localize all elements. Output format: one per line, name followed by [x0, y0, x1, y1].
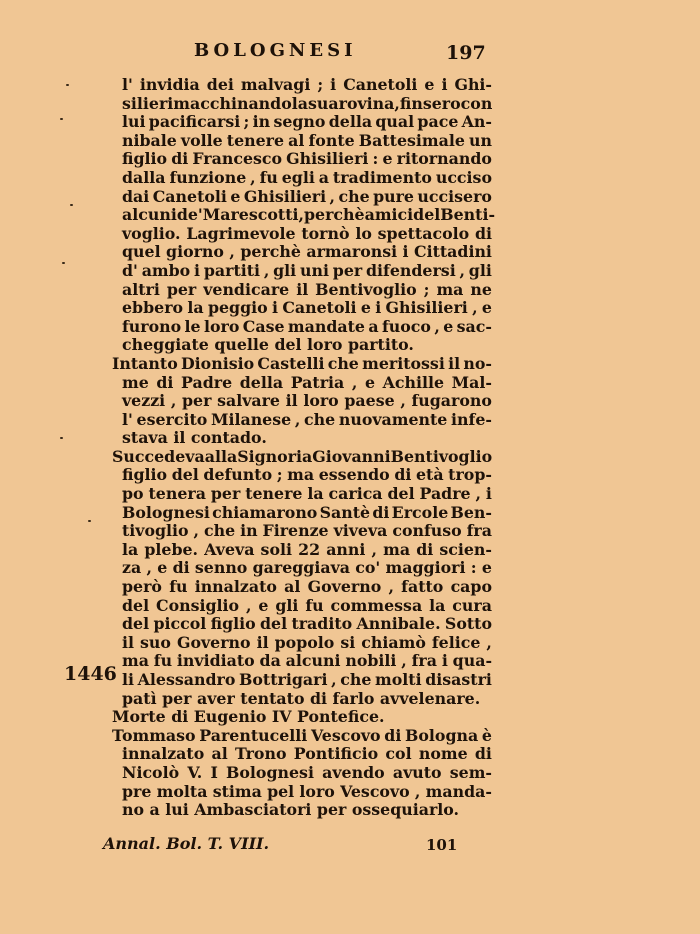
scan-speck	[62, 262, 65, 264]
text-line: Tommaso Parentucelli Vescovo di Bologna è	[112, 725, 492, 745]
text-line: me di Padre della Patria , e Achille Mal-	[122, 372, 492, 392]
text-line: pre molta stima pel loro Vescovo , manda-	[122, 781, 492, 801]
text-line: figlio del defunto ; ma essendo di età trop-	[122, 465, 492, 485]
text-line: alcuni de'Marescotti, perchè amici del Benti-	[122, 205, 496, 225]
body-text	[112, 75, 496, 820]
text-line: dalla funzione , fu egli a tradimento ucciso	[122, 167, 492, 187]
text-line: quel giorno , perchè armaronsi i Cittadini	[122, 242, 492, 262]
text-line: po tenera per tenere la carica del Padre , i	[122, 484, 492, 504]
scan-speck	[70, 204, 73, 206]
text-line: d' ambo i partiti , gli uni per difendersi , gli	[122, 260, 492, 280]
text-line: la plebe. Aveva soli 22 anni , ma di scien-	[122, 539, 492, 559]
text-line: l' esercito Milanese , che nuovamente infe-	[122, 409, 492, 429]
margin-year-note: 1446	[64, 663, 117, 685]
text-line: nibale volle tenere al fonte Battesimale un	[122, 130, 492, 150]
text-line: innalzato al Trono Pontificio col nome di	[122, 744, 492, 764]
text-line: tivoglio , che in Firenze viveva confuso fra	[122, 521, 492, 541]
text-line: li Alessandro Bottrigari , che molti disastri	[122, 670, 492, 689]
text-line: silieri macchinando la sua rovina, finsero con	[122, 93, 493, 113]
text-line: voglio. Lagrimevole tornò lo spettacolo di	[122, 223, 492, 243]
scan-speck	[88, 520, 91, 522]
text-line: lui pacificarsi ; in segno della qual pace An-	[122, 112, 492, 132]
text-line: Intanto Dionisio Castelli che meritossi il no-	[112, 353, 492, 373]
printer-signature: Annal. Bol. T. VIII.	[103, 834, 270, 853]
text-line: Succedeva alla Signoria Giovanni Bentivoglio	[112, 446, 493, 466]
text-line: no a lui Ambasciatori per ossequiarlo.	[122, 800, 460, 820]
text-line: Nicolò V. I Bolognesi avendo avuto sem-	[122, 762, 492, 782]
text-line: furono le loro Case mandate a fuoco , e sac-	[122, 316, 492, 336]
text-line: ma fu invidiato da alcuni nobili , fra i qua-	[122, 651, 492, 671]
text-line: vezzi , per salvare il loro paese , fugarono	[122, 391, 492, 411]
text-line: patì per aver tentato di farlo avvelenare.	[122, 688, 481, 708]
running-header: BOLOGNESI	[194, 40, 357, 61]
signature-number: 101	[426, 836, 458, 854]
text-line: altri per vendicare il Bentivoglio ; ma ne	[122, 279, 492, 299]
text-line: però fu innalzato al Governo , fatto capo	[122, 577, 492, 597]
text-line: l' invidia dei malvagi ; i Canetoli e i Ghi-	[122, 75, 492, 94]
text-line: il suo Governo il popolo si chiamò felice ,	[122, 632, 492, 652]
text-line: del piccol figlio del tradito Annibale. Sotto	[122, 614, 492, 634]
text-line: Morte di Eugenio IV Pontefice.	[112, 707, 385, 727]
text-line: stava il contado.	[122, 428, 267, 448]
text-line: Bolognesi chiamarono Santè di Ercole Ben-	[122, 502, 492, 522]
scan-speck	[60, 437, 63, 439]
text-line: za , e di senno gareggiava co' maggiori : e	[122, 558, 492, 578]
page-number: 197	[446, 42, 486, 64]
text-line: del Consiglio , e gli fu commessa la cura	[122, 595, 492, 615]
scan-speck	[60, 118, 63, 120]
text-line: figlio di Francesco Ghisilieri : e ritornando	[122, 149, 492, 169]
text-line: ebbero la peggio i Canetoli e i Ghisilieri , e	[122, 298, 492, 318]
text-line: cheggiate quelle del loro partito.	[122, 335, 414, 355]
scan-speck	[66, 84, 69, 86]
text-line: dai Canetoli e Ghisilieri , che pure uccisero	[122, 186, 492, 206]
